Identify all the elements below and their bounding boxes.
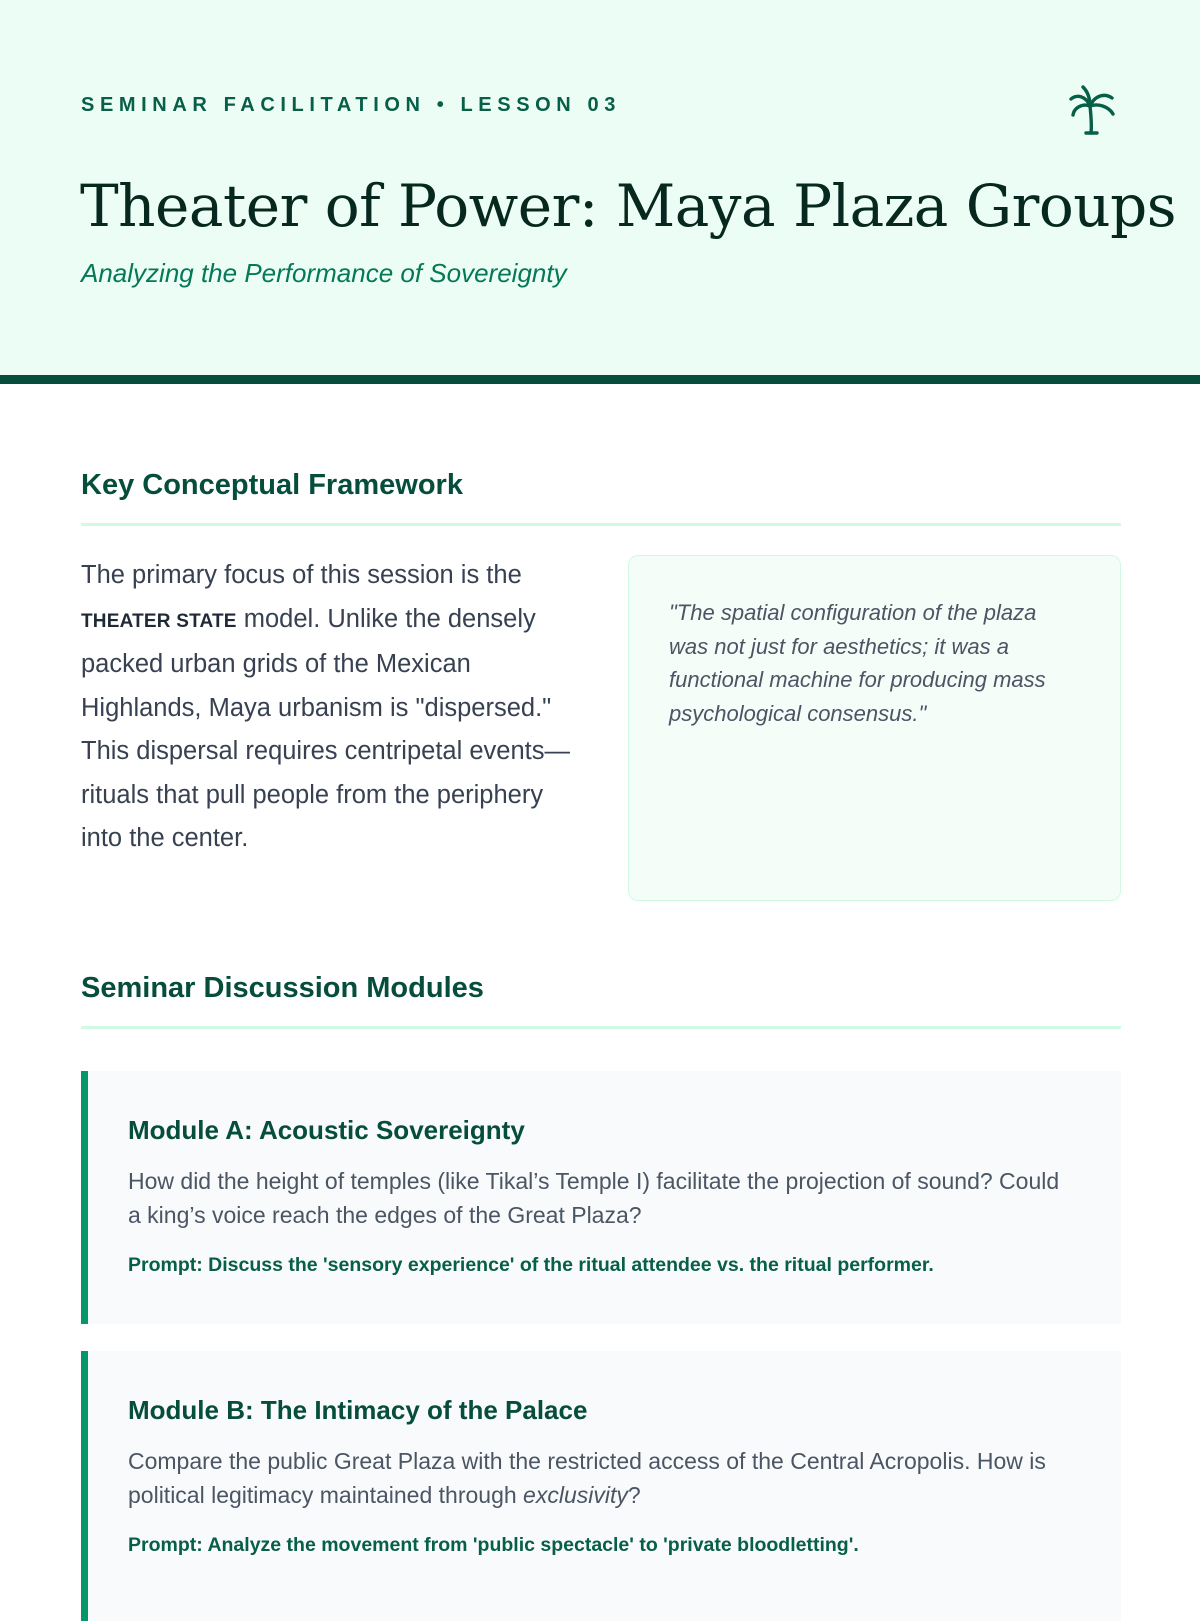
module-b-title: Module B: The Intimacy of the Palace	[128, 1395, 588, 1425]
lesson-header	[0, 0, 1200, 384]
intro-text-start: The primary focus of this session is the	[81, 561, 522, 589]
module-card-a	[81, 1071, 1121, 1324]
theater-state-term: THEATER STATE	[81, 610, 237, 632]
module-b-prompt: Prompt: Analyze the movement from 'public spectacle' to 'private bloodletting'.	[128, 1534, 859, 1556]
modules-heading: Seminar Discussion Modules	[81, 972, 484, 1004]
module-b-body	[128, 1444, 1075, 1512]
module-a-prompt: Prompt: Discuss the 'sensory experience' of the ritual attendee vs. the ritual performer.	[128, 1254, 934, 1276]
framework-intro	[81, 554, 581, 861]
lesson-kicker: SEMINAR FACILITATION • LESSON 03	[81, 94, 621, 116]
framework-quote: "The spatial configuration of the plaza was not just for aesthetics; it was a functional machine for producing mass psychological consensus."	[669, 600, 1046, 726]
module-b-emphasis: exclusivity	[523, 1482, 628, 1508]
lesson-subtitle: Analyzing the Performance of Sovereignty	[81, 258, 567, 288]
module-a-body: How did the height of temples (like Tikal’s Temple I) facilitate the projection of sound? Could a king’s voice reach the edges of the Great Plaza?	[128, 1168, 1060, 1228]
module-a-title: Module A: Acoustic Sovereignty	[128, 1115, 525, 1145]
framework-heading: Key Conceptual Framework	[81, 469, 463, 501]
module-b-body-start: Compare the public Great Plaza with the restricted access of the Central Acropolis. How is political legitimacy maintained through	[128, 1448, 1046, 1508]
module-card-b	[81, 1351, 1121, 1621]
framework-divider	[81, 523, 1121, 526]
module-b-body-end: ?	[627, 1482, 641, 1508]
intro-text-end: model. Unlike the densely packed urban grids of the Mexican Highlands, Maya urbanism is "dispersed." This dispersal requires centripetal events—rituals that pull people from the periphery into the center.	[81, 604, 570, 852]
framework-quote-box	[628, 555, 1121, 901]
palm-tree-icon	[1064, 82, 1120, 138]
lesson-title: Theater of Power: Maya Plaza Groups	[80, 172, 1177, 240]
modules-divider	[81, 1026, 1121, 1029]
